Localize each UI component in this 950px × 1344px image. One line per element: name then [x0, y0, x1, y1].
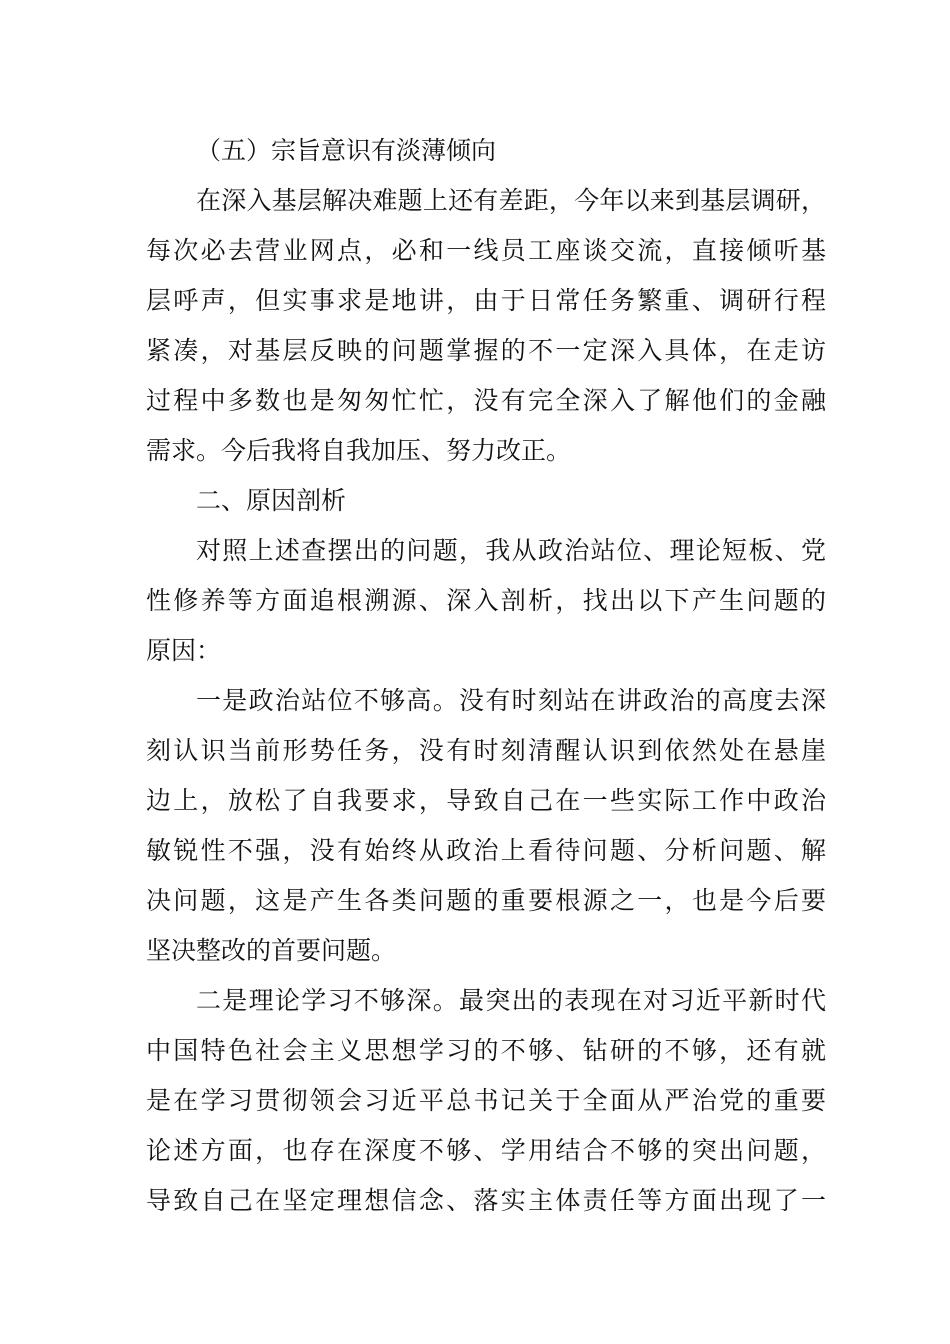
- paragraph-line: 是在学习贯彻领会习近平总书记关于全面从严治党的重要: [146, 1086, 826, 1115]
- paragraph-line: 在深入基层解决难题上还有差距，今年以来到基层调研，: [196, 186, 826, 215]
- paragraph-line: 边上，放松了自我要求，导致自己在一些实际工作中政治: [146, 786, 826, 815]
- paragraph-line: 每次必去营业网点，必和一线员工座谈交流，直接倾听基: [146, 236, 826, 265]
- paragraph-line: 一是政治站位不够高。没有时刻站在讲政治的高度去深: [196, 686, 826, 715]
- section-heading-5: （五）宗旨意识有淡薄倾向: [196, 136, 497, 165]
- paragraph-line: 需求。今后我将自我加压、努力改正。: [146, 436, 572, 465]
- paragraph-line: 论述方面，也存在深度不够、学用结合不够的突出问题，: [146, 1136, 826, 1165]
- paragraph-line: 性修养等方面追根溯源、深入剖析，找出以下产生问题的: [146, 586, 826, 615]
- paragraph-line: 层呼声，但实事求是地讲，由于日常任务繁重、调研行程: [146, 286, 826, 315]
- paragraph-line: 过程中多数也是匆匆忙忙，没有完全深入了解他们的金融: [146, 386, 826, 415]
- paragraph-line: 紧凑，对基层反映的问题掌握的不一定深入具体，在走访: [146, 336, 826, 365]
- paragraph-line: 坚决整改的首要问题。: [146, 936, 397, 965]
- paragraph-line: 刻认识当前形势任务，没有时刻清醒认识到依然处在悬崖: [146, 736, 826, 765]
- paragraph-line: 对照上述查摆出的问题，我从政治站位、理论短板、党: [196, 536, 826, 565]
- paragraph-line: 敏锐性不强，没有始终从政治上看待问题、分析问题、解: [146, 836, 826, 865]
- paragraph-line: 原因：: [146, 636, 222, 665]
- paragraph-line: 二是理论学习不够深。最突出的表现在对习近平新时代: [196, 986, 826, 1015]
- paragraph-line: 决问题，这是产生各类问题的重要根源之一，也是今后要: [146, 886, 826, 915]
- section-heading-2: 二、原因剖析: [196, 486, 347, 515]
- paragraph-line: 导致自己在坚定理想信念、落实主体责任等方面出现了一: [146, 1186, 826, 1215]
- paragraph-line: 中国特色社会主义思想学习的不够、钻研的不够，还有就: [146, 1036, 826, 1065]
